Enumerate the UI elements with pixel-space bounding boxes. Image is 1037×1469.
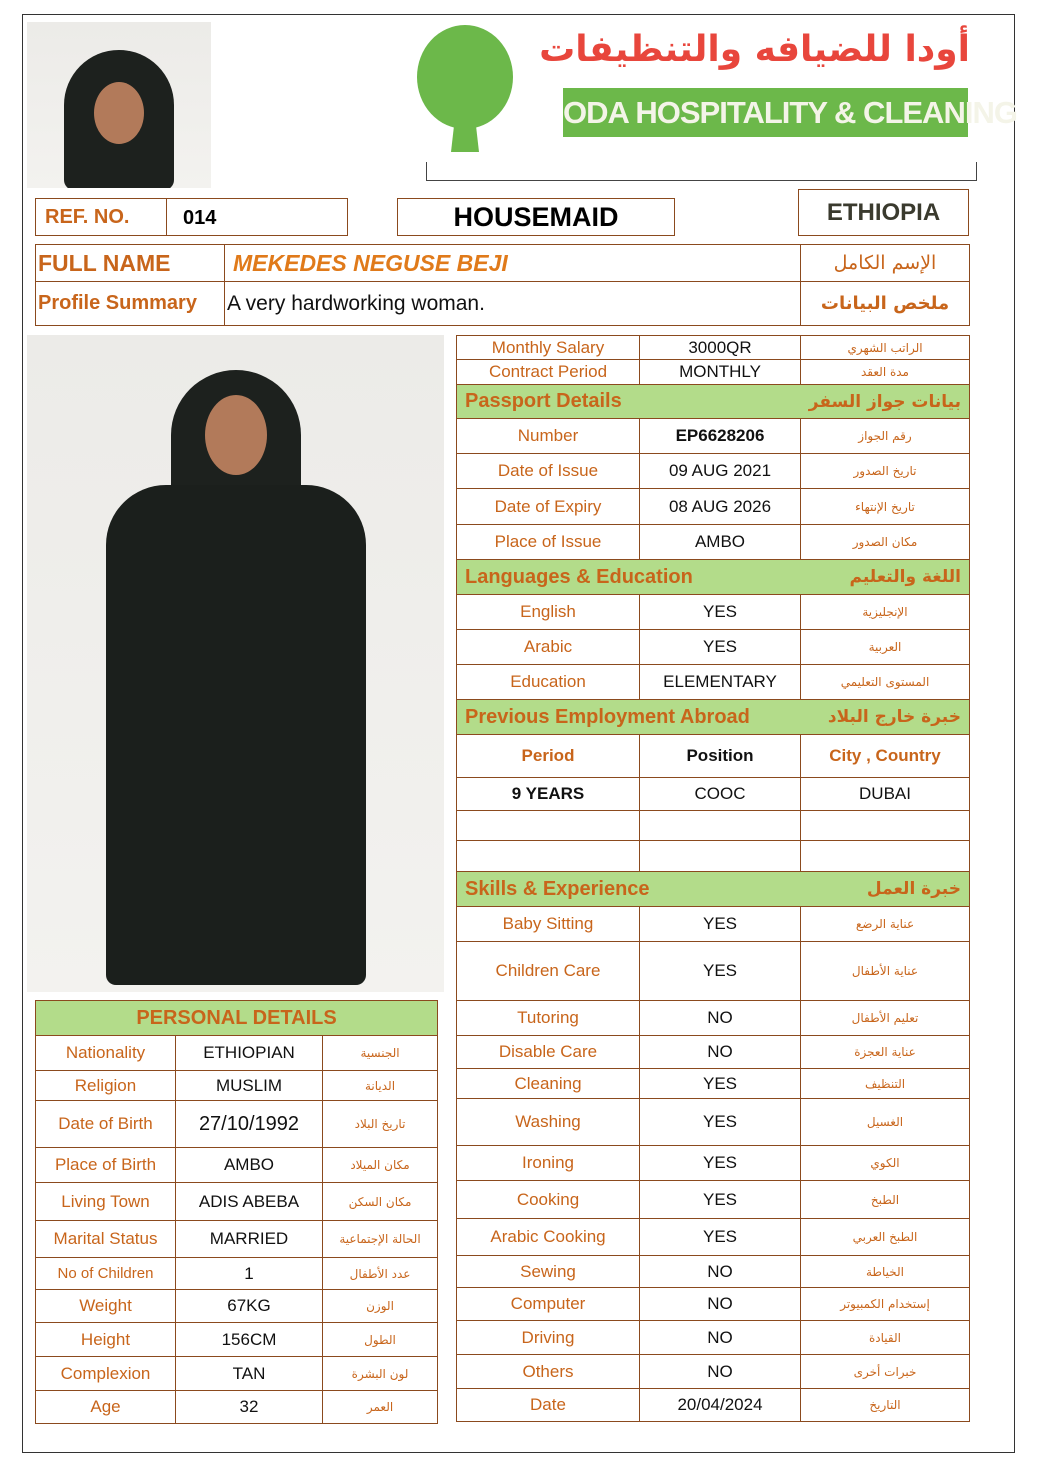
field-label-ar: مكان السكن [323,1183,438,1221]
field-label: Contract Period [457,360,640,385]
personal-row [36,1183,438,1221]
ref-label: REF. NO. [36,199,167,235]
field-value: YES [640,907,801,942]
detail-row [457,489,970,525]
field-label-ar: لون البشرة [323,1357,438,1391]
field-value: ADIS ABEBA [176,1183,323,1221]
field-label-ar: التاريخ [801,1389,970,1422]
personal-row [36,1071,438,1101]
field-label-ar: الكوي [801,1146,970,1181]
profile-value: A very hardworking woman. [225,282,801,326]
detail-row [457,525,970,560]
field-value: AMBO [176,1148,323,1183]
full-name-label: FULL NAME [36,245,225,282]
passport-title-ar: بيانات جواز السفر [808,391,961,412]
job-title: HOUSEMAID [397,198,675,236]
field-value: NO [640,1321,801,1355]
field-label: Date of Expiry [457,489,640,525]
field-label-ar: الوزن [323,1290,438,1323]
field-label-ar: الجنسية [323,1036,438,1071]
detail-row [457,454,970,489]
detail-row [457,942,970,1001]
field-label-ar: خبرات أخرى [801,1355,970,1389]
employment-cell: COOC [640,778,801,811]
field-label: Baby Sitting [457,907,640,942]
detail-row [457,1389,970,1422]
field-value: NO [640,1036,801,1069]
personal-row [36,1357,438,1391]
field-value: NO [640,1256,801,1288]
employment-cell: 9 YEARS [457,778,640,811]
field-label-ar: مكان الميلاد [323,1148,438,1183]
field-label: Ironing [457,1146,640,1181]
detail-row [457,1181,970,1219]
skills-title: Skills & Experience [465,877,650,900]
personal-row [36,1221,438,1258]
field-label-ar: مكان الصدور [801,525,970,560]
field-label-ar: إستخدام الكمبيوتر [801,1288,970,1321]
ref-value: 014 [183,207,217,229]
field-label-ar: عناية الرضع [801,907,970,942]
field-value: YES [640,1219,801,1256]
detail-row [457,360,970,385]
field-label-ar: الراتب الشهري [801,336,970,360]
field-value: 20/04/2024 [640,1389,801,1422]
field-label: Nationality [36,1036,176,1071]
field-label: Cooking [457,1181,640,1219]
detail-row [457,1099,970,1146]
languages-header [457,560,970,595]
field-label: Children Care [457,942,640,1001]
field-label: English [457,595,640,630]
field-value: YES [640,595,801,630]
field-label: Date of Birth [36,1101,176,1148]
employment-cell [640,841,801,872]
field-label: Place of Birth [36,1148,176,1183]
skills-header [457,872,970,907]
field-label: Complexion [36,1357,176,1391]
languages-title-ar: اللغة والتعليم [849,567,961,587]
field-label: Date [457,1389,640,1422]
field-label: No of Children [36,1258,176,1290]
field-label-ar: تاريخ البلاد [323,1101,438,1148]
detail-row [457,1146,970,1181]
field-value: 1 [176,1258,323,1290]
languages-header-cell [457,560,970,595]
field-value: 32 [176,1391,323,1424]
header-bracket [426,162,977,181]
detail-row [457,1069,970,1099]
ref-box [35,198,348,236]
personal-row [36,1391,438,1424]
detail-row [457,665,970,700]
field-label-ar: المستوى التعليمي [801,665,970,700]
field-label: Sewing [457,1256,640,1288]
detail-row [457,1288,970,1321]
employment-row [457,778,970,811]
field-label-ar: عناية الأطفال [801,942,970,1001]
field-label: Education [457,665,640,700]
field-label-ar: التنظيف [801,1069,970,1099]
personal-row [36,1258,438,1290]
employment-column-header: City , Country [801,735,970,778]
field-label: Height [36,1323,176,1357]
field-value: YES [640,630,801,665]
employment-header [457,700,970,735]
field-value: 67KG [176,1290,323,1323]
detail-row [457,907,970,942]
full-name-label-ar: الإسم الكامل [801,245,970,282]
personal-details-table [35,1000,438,1424]
employment-cell: DUBAI [801,778,970,811]
employment-cell [801,811,970,841]
field-label-ar: عناية العجزة [801,1036,970,1069]
languages-title: Languages & Education [465,565,693,588]
employment-row [457,841,970,872]
employment-cell [457,841,640,872]
field-value: AMBO [640,525,801,560]
detail-row [457,1321,970,1355]
field-label-ar: الطبخ [801,1181,970,1219]
detail-row [457,1036,970,1069]
field-label: Computer [457,1288,640,1321]
employment-row [457,811,970,841]
field-value: MUSLIM [176,1071,323,1101]
employment-column-header: Period [457,735,640,778]
field-value: NO [640,1288,801,1321]
detail-row [457,419,970,454]
personal-row [36,1036,438,1071]
field-value: YES [640,1099,801,1146]
field-value: NO [640,1355,801,1389]
employment-title: Previous Employment Abroad [465,705,750,728]
field-value: YES [640,1069,801,1099]
field-label: Monthly Salary [457,336,640,360]
country: ETHIOPIA [798,189,969,236]
employment-cell [801,841,970,872]
detail-row [457,1256,970,1288]
field-label: Marital Status [36,1221,176,1258]
field-value: 3000QR [640,336,801,360]
field-label: Tutoring [457,1001,640,1036]
company-name-banner: ODA HOSPITALITY & CLEANING [563,88,968,137]
field-label: Place of Issue [457,525,640,560]
field-label: Cleaning [457,1069,640,1099]
employment-header-cell [457,700,970,735]
full-body-photo [27,335,444,992]
field-label-ar: رقم الجواز [801,419,970,454]
field-value: 08 AUG 2026 [640,489,801,525]
field-value: NO [640,1001,801,1036]
full-name-value: MEKEDES NEGUSE BEJI [225,245,801,282]
field-value: YES [640,942,801,1001]
skills-header-cell [457,872,970,907]
field-label: Driving [457,1321,640,1355]
personal-row [36,1290,438,1323]
field-label-ar: الغسيل [801,1099,970,1146]
passport-header-cell [457,385,970,419]
detail-row [457,1219,970,1256]
employment-column-header: Position [640,735,801,778]
field-label: Date of Issue [457,454,640,489]
field-label-ar: مدة العقد [801,360,970,385]
skills-title-ar: خبرة العمل [866,879,961,899]
field-label-ar: الحالة الإجتماعية [323,1221,438,1258]
passport-title: Passport Details [465,390,622,412]
field-value: MONTHLY [640,360,801,385]
field-label-ar: تاريخ الإنتهاء [801,489,970,525]
field-label: Weight [36,1290,176,1323]
employment-cell [640,811,801,841]
field-value: EP6628206 [640,419,801,454]
field-label: Living Town [36,1183,176,1221]
field-label-ar: تاريخ الصدور [801,454,970,489]
field-label-ar: الطبخ العربي [801,1219,970,1256]
employment-cell [457,811,640,841]
field-value: TAN [176,1357,323,1391]
personal-row [36,1323,438,1357]
employment-title-ar: خبرة خارج البلاد [827,707,961,727]
field-label: Religion [36,1071,176,1101]
field-label-ar: العربية [801,630,970,665]
field-label: Arabic Cooking [457,1219,640,1256]
field-value: ELEMENTARY [640,665,801,700]
detail-row [457,630,970,665]
field-label-ar: الإنجليزية [801,595,970,630]
field-label-ar: الديانة [323,1071,438,1101]
profile-label-ar: ملخص البيانات [801,282,970,326]
detail-row [457,336,970,360]
field-label-ar: تعليم الأطفال [801,1001,970,1036]
field-value: 09 AUG 2021 [640,454,801,489]
field-label: Others [457,1355,640,1389]
field-label-ar: الطول [323,1323,438,1357]
profile-label: Profile Summary [36,282,225,326]
detail-row [457,595,970,630]
personal-row [36,1101,438,1148]
passport-header [457,385,970,419]
field-label: Washing [457,1099,640,1146]
field-value: ETHIOPIAN [176,1036,323,1071]
field-value: YES [640,1146,801,1181]
field-label-ar: القيادة [801,1321,970,1355]
name-table [35,244,970,326]
tree-logo [413,22,518,152]
field-value: YES [640,1181,801,1219]
field-label-ar: العمر [323,1391,438,1424]
field-label: Number [457,419,640,454]
personal-row [36,1148,438,1183]
field-label: Disable Care [457,1036,640,1069]
field-label: Arabic [457,630,640,665]
personal-details-title: PERSONAL DETAILS [36,1001,438,1036]
field-label-ar: الخياطة [801,1256,970,1288]
company-name-ar: أودا للضيافه والتنظيفات [539,29,970,70]
portrait-photo [27,22,211,188]
detail-row [457,1001,970,1036]
field-label-ar: عدد الأطفال [323,1258,438,1290]
detail-row [457,1355,970,1389]
field-value: MARRIED [176,1221,323,1258]
employment-columns [457,735,970,778]
field-value: 156CM [176,1323,323,1357]
field-label: Age [36,1391,176,1424]
details-table [456,335,970,1422]
field-value: 27/10/1992 [176,1101,323,1148]
